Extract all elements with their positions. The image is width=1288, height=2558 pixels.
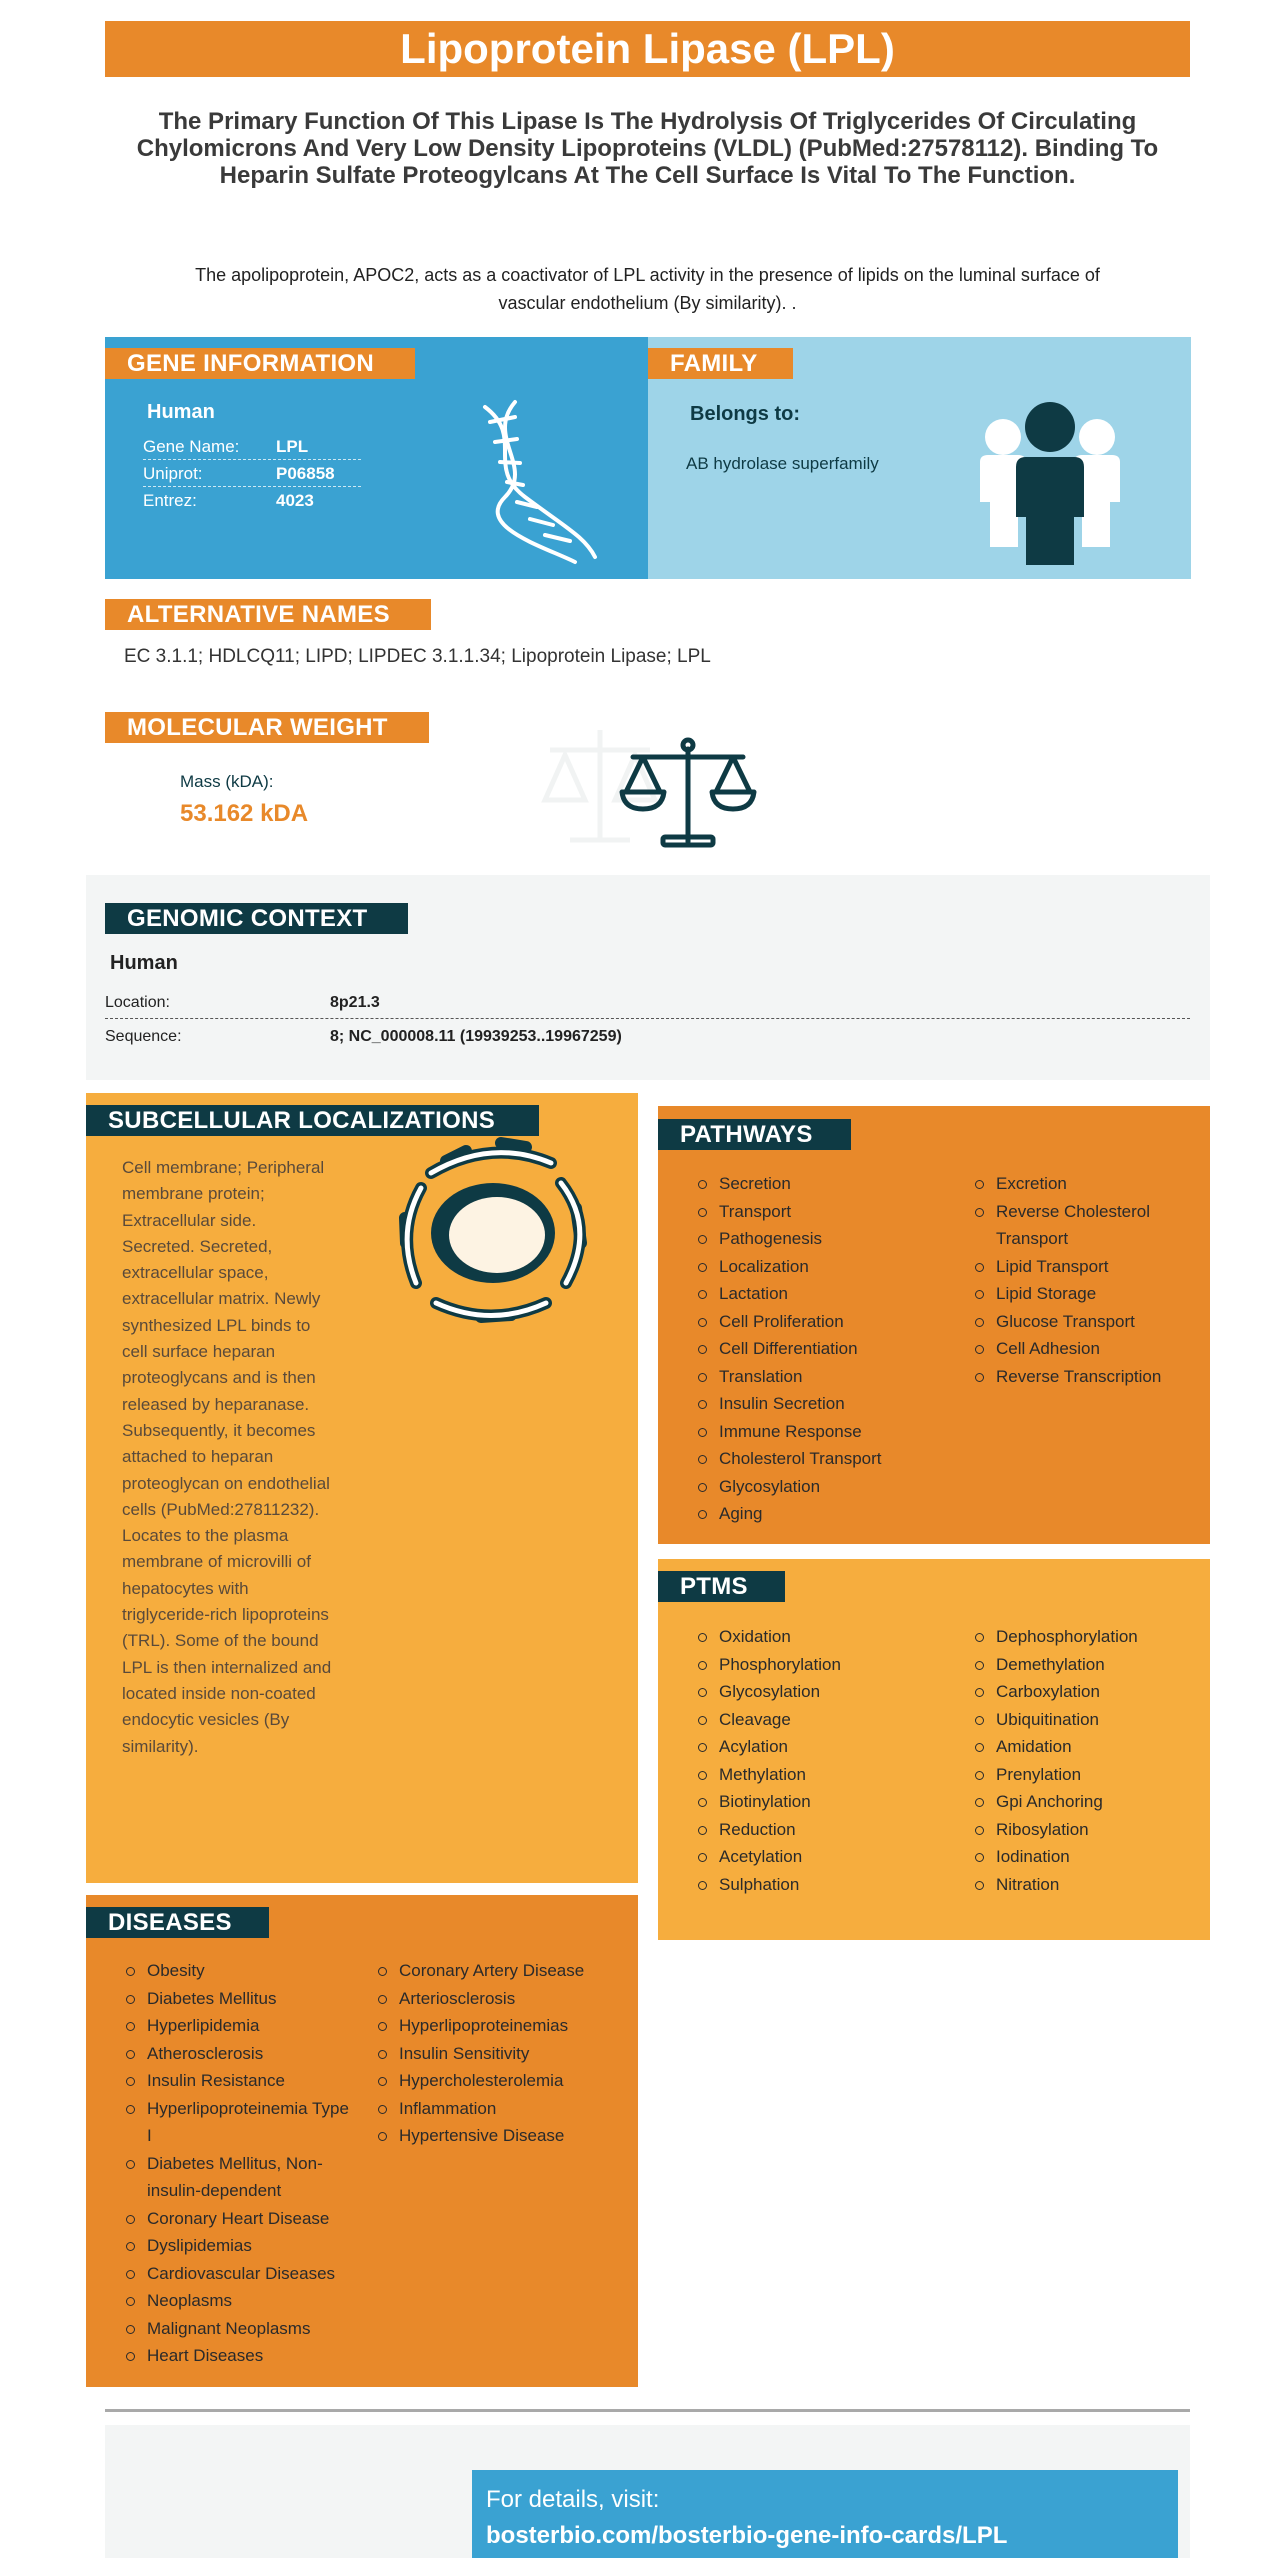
disease-item: Diabetes Mellitus — [124, 1985, 349, 2013]
disease-item: Coronary Artery Disease — [376, 1957, 631, 1985]
pathway-item: Glycosylation — [696, 1473, 956, 1501]
genomic-location-row — [105, 986, 1190, 1019]
ptm-item: Ubiquitination — [973, 1706, 1198, 1734]
disease-item: Hypertensive Disease — [376, 2122, 631, 2150]
function-summary: The Primary Function Of This Lipase Is The Hydrolysis Of Triglycerides Of Circulating Chylomicrons And Very Low Density Lipoproteins (VLDL) (PubMed:27578112). Binding To Heparin Sulfate Proteogylcans At The Cell Surface Is Vital To The Function. — [136, 108, 1159, 189]
disease-item: Coronary Heart Disease — [124, 2205, 349, 2233]
ptm-item: Glycosylation — [696, 1678, 956, 1706]
genomic-sequence-row — [105, 1020, 1190, 1053]
mass-value: 53.162 kDA — [180, 800, 309, 827]
ptm-item: Acylation — [696, 1733, 956, 1761]
pathway-item: Secretion — [696, 1170, 956, 1198]
divider — [105, 2409, 1190, 2412]
disease-item: Hyperlipidemia — [124, 2012, 349, 2040]
ptm-item: Cleavage — [696, 1706, 956, 1734]
pathway-item: Immune Response — [696, 1418, 956, 1446]
pathway-item: Cell Adhesion — [973, 1335, 1198, 1363]
pathway-item: Insulin Secretion — [696, 1390, 956, 1418]
disease-item: Malignant Neoplasms — [124, 2315, 349, 2343]
alternative-names-heading: ALTERNATIVE NAMES — [105, 599, 431, 630]
gene-information-panel — [105, 337, 648, 579]
pathway-item: Cell Proliferation — [696, 1308, 956, 1336]
page-title: Lipoprotein Lipase (LPL) — [105, 21, 1190, 77]
disease-item: Dyslipidemias — [124, 2232, 349, 2260]
ptm-item: Demethylation — [973, 1651, 1198, 1679]
disease-item: Inflammation — [376, 2095, 631, 2123]
ptm-item: Oxidation — [696, 1623, 956, 1651]
footer-link-box[interactable] — [472, 2470, 1178, 2558]
gene-key: Uniprot: — [143, 464, 203, 483]
ptm-item: Carboxylation — [973, 1678, 1198, 1706]
gene-value: LPL — [276, 437, 309, 456]
disease-item: Hyperlipoproteinemia Type I — [124, 2095, 349, 2150]
ptm-item: Methylation — [696, 1761, 956, 1789]
pathway-item: Aging — [696, 1500, 956, 1528]
disease-item: Atherosclerosis — [124, 2040, 349, 2068]
ptm-item: Acetylation — [696, 1843, 956, 1871]
gene-row-entrez — [143, 487, 361, 514]
pathway-item: Glucose Transport — [973, 1308, 1198, 1336]
gene-organism: Human — [147, 401, 215, 423]
disease-item: Insulin Resistance — [124, 2067, 349, 2095]
mass-label: Mass (kDA): — [180, 772, 274, 791]
pathway-item: Lactation — [696, 1280, 956, 1308]
pathway-item: Localization — [696, 1253, 956, 1281]
disease-item: Insulin Sensitivity — [376, 2040, 631, 2068]
alternative-names-value: EC 3.1.1; HDLCQ11; LIPD; LIPDEC 3.1.1.34; Lipoprotein Lipase; LPL — [124, 646, 711, 667]
disease-item: Arteriosclerosis — [376, 1985, 631, 2013]
gene-row-uniprot — [143, 460, 361, 487]
ptm-item: Iodination — [973, 1843, 1198, 1871]
ptms-list-1 — [696, 1623, 956, 1898]
pathways-list-1 — [696, 1170, 956, 1528]
scale-icon — [618, 737, 758, 852]
ptm-item: Biotinylation — [696, 1788, 956, 1816]
footer-url-link[interactable]: bosterbio.com/bosterbio-gene-info-cards/LPL — [486, 2522, 1008, 2549]
molecular-weight-heading: MOLECULAR WEIGHT — [105, 712, 429, 743]
diseases-list-1 — [124, 1957, 349, 2370]
genomic-organism: Human — [110, 952, 178, 974]
people-icon — [970, 397, 1130, 567]
ptm-item: Amidation — [973, 1733, 1198, 1761]
subcellular-text: Cell membrane; Peripheral membrane protein; Extracellular side. Secreted. Secreted, extracellular space, extracellular matrix. Newly synthesized LPL binds to cell surface heparan proteoglycans and is then released by heparanase. Subsequently, it becomes attached to heparan proteoglycan on endothelial cells (PubMed:27811232). Locates to the plasma membrane of microvilli of hepatocytes with triglyceride-rich lipoproteins (TRL). Some of the bound LPL is then internalized and located inside non-coated endocytic vesicles (By similarity). — [122, 1158, 332, 1756]
gene-value: 4023 — [276, 491, 314, 510]
pathway-item: Cholesterol Transport — [696, 1445, 956, 1473]
disease-item: Cardiovascular Diseases — [124, 2260, 349, 2288]
gene-info-table — [143, 433, 361, 514]
subcellular-panel — [86, 1093, 638, 1883]
diseases-list-2 — [376, 1957, 631, 2150]
pathway-item: Reverse Transcription — [973, 1363, 1198, 1391]
ptm-item: Phosphorylation — [696, 1651, 956, 1679]
function-description: The apolipoprotein, APOC2, acts as a coactivator of LPL activity in the presence of lipids on the luminal surface of vascular endothelium (By similarity). . — [195, 265, 1100, 313]
ptm-item: Sulphation — [696, 1871, 956, 1899]
dna-icon — [465, 397, 615, 567]
disease-item: Hyperlipoproteinemias — [376, 2012, 631, 2040]
disease-item: Hypercholesterolemia — [376, 2067, 631, 2095]
cell-icon — [391, 1133, 601, 1323]
pathways-list-2 — [973, 1170, 1198, 1390]
sequence-value: 8; NC_000008.11 (19939253..19967259) — [330, 1028, 622, 1045]
gene-row-name — [143, 433, 361, 460]
disease-item: Heart Diseases — [124, 2342, 349, 2370]
diseases-heading: DISEASES — [86, 1907, 269, 1938]
pathways-panel — [658, 1106, 1210, 1544]
pathway-item: Lipid Storage — [973, 1280, 1198, 1308]
sequence-label: Sequence: — [105, 1028, 182, 1045]
pathway-item: Lipid Transport — [973, 1253, 1198, 1281]
disease-item: Neoplasms — [124, 2287, 349, 2315]
ptms-panel — [658, 1559, 1210, 1940]
pathway-item: Transport — [696, 1198, 956, 1226]
ptm-item: Reduction — [696, 1816, 956, 1844]
ptm-item: Ribosylation — [973, 1816, 1198, 1844]
ptm-item: Nitration — [973, 1871, 1198, 1899]
ptm-item: Gpi Anchoring — [973, 1788, 1198, 1816]
family-heading: FAMILY — [648, 348, 793, 379]
gene-value: P06858 — [276, 464, 335, 483]
disease-item: Obesity — [124, 1957, 349, 1985]
gene-key: Entrez: — [143, 491, 197, 510]
ptm-item: Dephosphorylation — [973, 1623, 1198, 1651]
diseases-panel — [86, 1895, 638, 2387]
footer-visit-text: For details, visit: — [486, 2486, 660, 2513]
ptm-item: Prenylation — [973, 1761, 1198, 1789]
disease-item: Diabetes Mellitus, Non-insulin-dependent — [124, 2150, 349, 2205]
subcellular-heading: SUBCELLULAR LOCALIZATIONS — [86, 1105, 539, 1136]
pathway-item: Pathogenesis — [696, 1225, 956, 1253]
gene-key: Gene Name: — [143, 437, 240, 456]
location-label: Location: — [105, 994, 170, 1011]
pathways-heading: PATHWAYS — [658, 1119, 851, 1150]
family-value: AB hydrolase superfamily — [686, 454, 879, 473]
genomic-context-heading: GENOMIC CONTEXT — [105, 903, 408, 934]
pathway-item: Excretion — [973, 1170, 1198, 1198]
family-panel — [648, 337, 1191, 579]
family-belongs-label: Belongs to: — [690, 403, 800, 425]
pathway-item: Reverse Cholesterol Transport — [973, 1198, 1198, 1253]
gene-information-heading: GENE INFORMATION — [105, 348, 415, 379]
location-value: 8p21.3 — [330, 994, 380, 1011]
pathway-item: Translation — [696, 1363, 956, 1391]
ptms-list-2 — [973, 1623, 1198, 1898]
pathway-item: Cell Differentiation — [696, 1335, 956, 1363]
ptms-heading: PTMS — [658, 1571, 785, 1602]
